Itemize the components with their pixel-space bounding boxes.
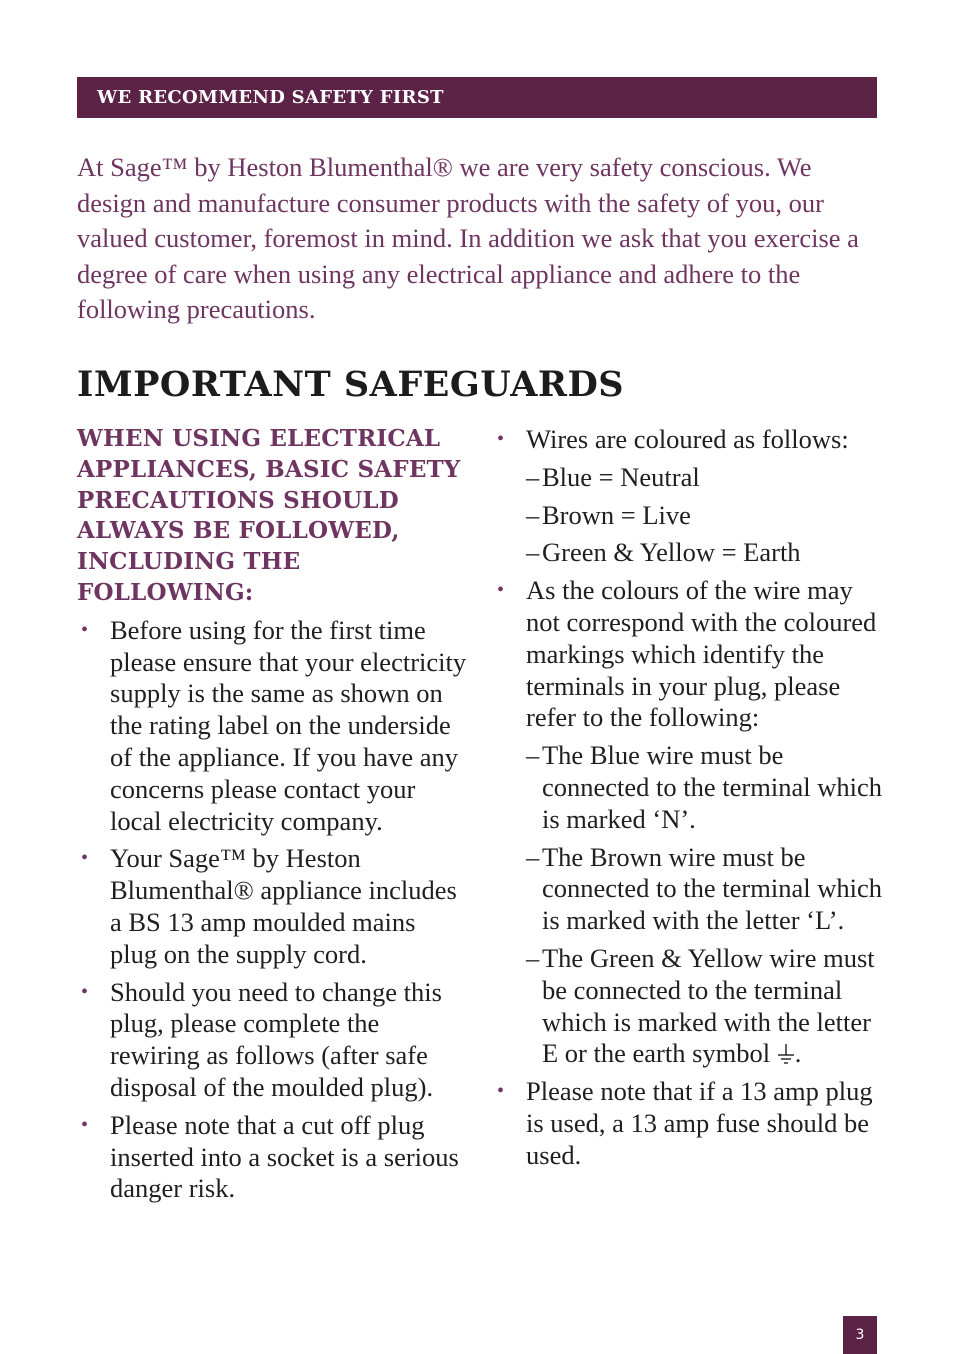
bullet-icon: • [81,847,89,870]
page-number: 3 [855,1327,865,1343]
bullet-text: Please note that if a 13 amp plug is used, a 13 amp fuse should be used. [526,1076,873,1170]
wiring-bullet-list [493,424,883,1172]
bullet-icon: • [497,428,505,450]
wire-colour-text: Green & Yellow = Earth [542,537,801,568]
dash-icon: – [526,461,540,492]
bullet-icon: • [497,579,505,602]
wire-colour-text: Blue = Neutral [542,461,700,492]
bullet-text: As the colours of the wire may not correspond with the coloured markings which identify the terminals in your plug, please refer to the following: [526,575,877,733]
terminal-item [526,842,883,937]
earth-item-period: . [794,1038,802,1069]
safety-subheading: WHEN USING ELECTRICAL APPLIANCES, BASIC SAFETY PRECAUTIONS SHOULD ALWAYS BE FOLLOWED, INCLUDING THE FOLLOWING: [77,425,461,606]
bullet-icon: • [497,1080,505,1103]
terminal-text: The Green & Yellow wire must be connected to the terminal which is marked with the letter E or the earth symbol [542,942,875,1069]
intro-paragraph: At Sage™ by Heston Blumenthal® we are very safety conscious. We design and manufacture consumer products with the safety of you, our valued customer, foremost in mind. In addition we ask that you exercise a degree of care when using any electrical appliance and adhere to the following precautions. [77,152,859,324]
list-item [77,615,467,838]
bullet-text: Before using for the first time please ensure that your electricity supply is the same as shown on the rating label on the underside of the appliance. If you have any concerns please contact your local electricity company. [110,614,467,836]
left-column [77,424,467,1211]
list-item [77,977,467,1104]
list-item [493,1076,883,1171]
bullet-icon: • [81,618,89,641]
wire-colour-item [526,462,883,494]
dash-icon: – [526,841,540,872]
bullet-icon: • [81,980,89,1003]
page-number-badge [843,1316,877,1354]
section-header-label: WE RECOMMEND SAFETY FIRST [97,87,444,108]
right-column [493,424,883,1178]
list-item [493,424,883,569]
dash-icon: – [526,499,540,530]
bullet-text: Your Sage™ by Heston Blumenthal® appliance includes a BS 13 amp moulded mains plug on the supply cord. [110,843,457,969]
section-header-bar [77,77,877,118]
wire-colour-item [526,537,883,569]
list-item [77,1110,467,1205]
dash-icon: – [526,942,540,973]
earth-ground-icon [777,1042,795,1068]
bullet-text: Should you need to change this plug, please complete the rewiring as follows (after safe disposal of the moulded plug). [110,976,442,1102]
terminal-text: The Brown wire must be connected to the terminal which is marked with the letter ‘L’. [542,841,882,936]
list-item [77,843,467,970]
terminal-item [526,740,883,835]
terminal-text: The Blue wire must be connected to the terminal which is marked ‘N’. [542,740,882,834]
terminal-item [526,943,883,1070]
bullet-icon: • [81,1113,89,1136]
page-title: IMPORTANT SAFEGUARDS [77,364,625,405]
bullet-text: Wires are coloured as follows: [526,424,849,454]
wire-colour-item [526,500,883,532]
bullet-text: Please note that a cut off plug inserted into a socket is a serious danger risk. [110,1109,459,1204]
list-item [493,575,883,1070]
safety-bullet-list [77,615,467,1205]
wire-colour-text: Brown = Live [542,499,691,530]
dash-icon: – [526,537,540,568]
dash-icon: – [526,740,540,771]
